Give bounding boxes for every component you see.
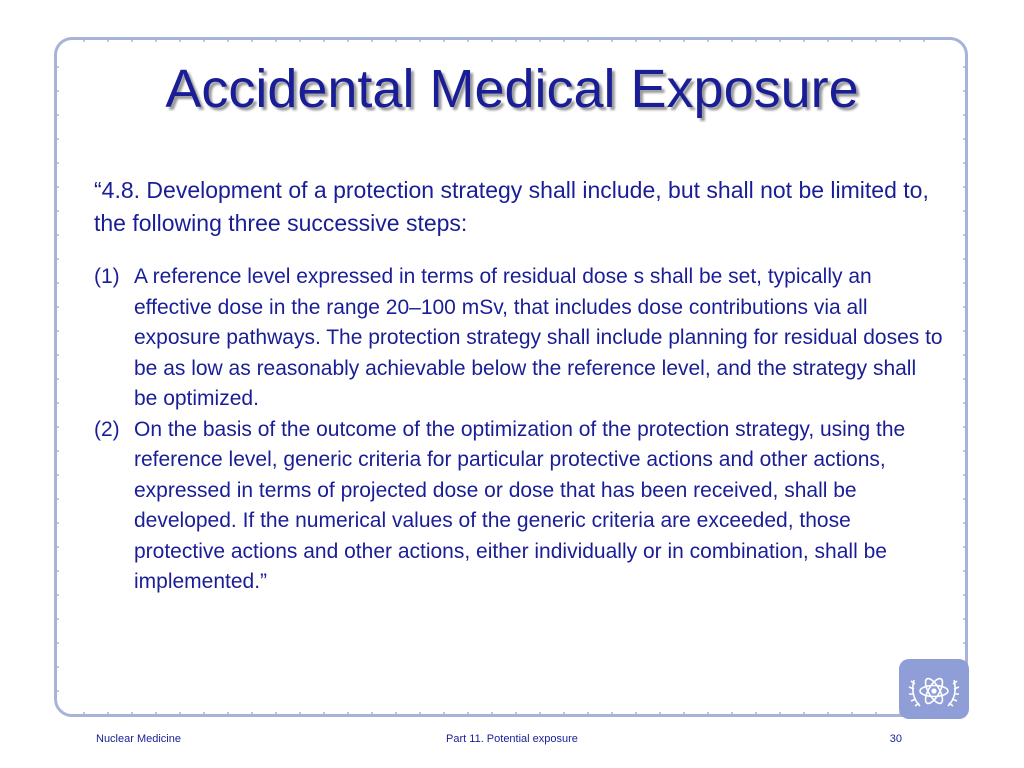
slide-title: Accidental Medical Exposure bbox=[165, 59, 859, 119]
step-text: On the basis of the outcome of the optimization of the protection strategy, using the reference level, generic criteria for particular protective actions and other actions, expressed in terms of projected dose or dose that has been received, shall be developed. If the numerical values of the generic criteria are exceeded, those protective actions and other actions, either individually or in combination, shall be implemented.” bbox=[134, 417, 906, 593]
iaea-logo-icon bbox=[898, 658, 970, 720]
slide-body bbox=[94, 174, 944, 598]
step-number: (2) bbox=[94, 417, 120, 441]
steps-list bbox=[94, 262, 944, 598]
footer-course-name: Nuclear Medicine bbox=[96, 733, 181, 745]
footer-page-number: 30 bbox=[889, 733, 902, 745]
step-item bbox=[94, 415, 944, 598]
intro-paragraph: “4.8. Development of a protection strategy shall include, but shall not be limited to, the following three successive steps: bbox=[94, 177, 929, 236]
footer-section-title: Part 11. Potential exposure bbox=[446, 733, 578, 745]
step-number: (1) bbox=[94, 265, 120, 288]
step-item bbox=[94, 262, 944, 415]
step-text: A reference level expressed in terms of residual dose s shall be set, typically an effective dose in the range 20–100 mSv, that includes dose contributions via all exposure pathways. The protection strategy shall include planning for residual doses to be as low as reasonably achievable below the reference level, and the strategy shall be optimized. bbox=[134, 265, 943, 410]
